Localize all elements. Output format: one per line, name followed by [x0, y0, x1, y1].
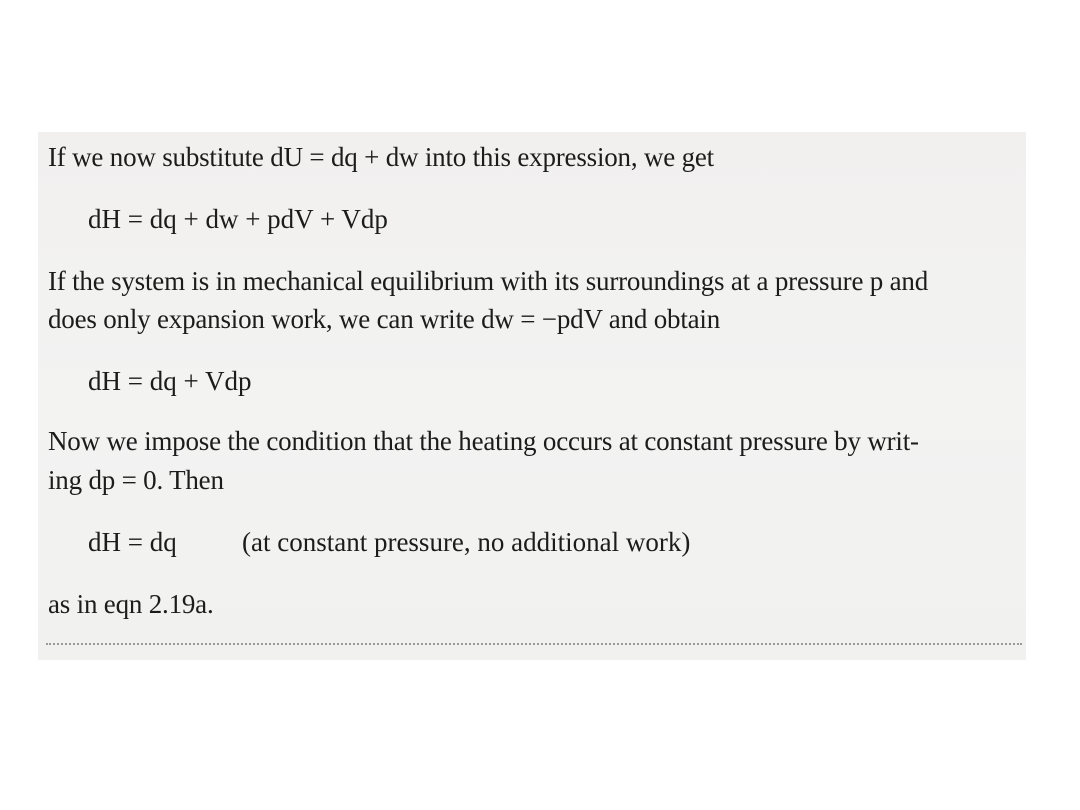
- paragraph-constant-pressure-line2: ing dp = 0. Then: [48, 465, 224, 495]
- paragraph-substitute: If we now substitute dU = dq + dw into this expression, we get: [48, 142, 714, 172]
- paragraph-reference: as in eqn 2.19a.: [48, 589, 214, 619]
- paragraph-mechanical-equilibrium-line2: does only expansion work, we can write dw = −pdV and obtain: [48, 304, 721, 334]
- dotted-divider: [46, 643, 1022, 645]
- paragraph-constant-pressure-line1: Now we impose the condition that the heating occurs at constant pressure by writ-: [48, 426, 919, 456]
- equation-enthalpy-simplified: dH = dq + Vdp: [88, 366, 252, 396]
- equation-enthalpy-expanded: dH = dq + dw + pdV + Vdp: [88, 204, 388, 234]
- equation-condition-note: (at constant pressure, no additional work): [242, 527, 691, 557]
- paragraph-mechanical-equilibrium-line1: If the system is in mechanical equilibrium with its surroundings at a pressure p and: [48, 266, 929, 296]
- equation-enthalpy-heat: dH = dq: [88, 527, 177, 557]
- scanned-textbook-excerpt: [38, 132, 1026, 660]
